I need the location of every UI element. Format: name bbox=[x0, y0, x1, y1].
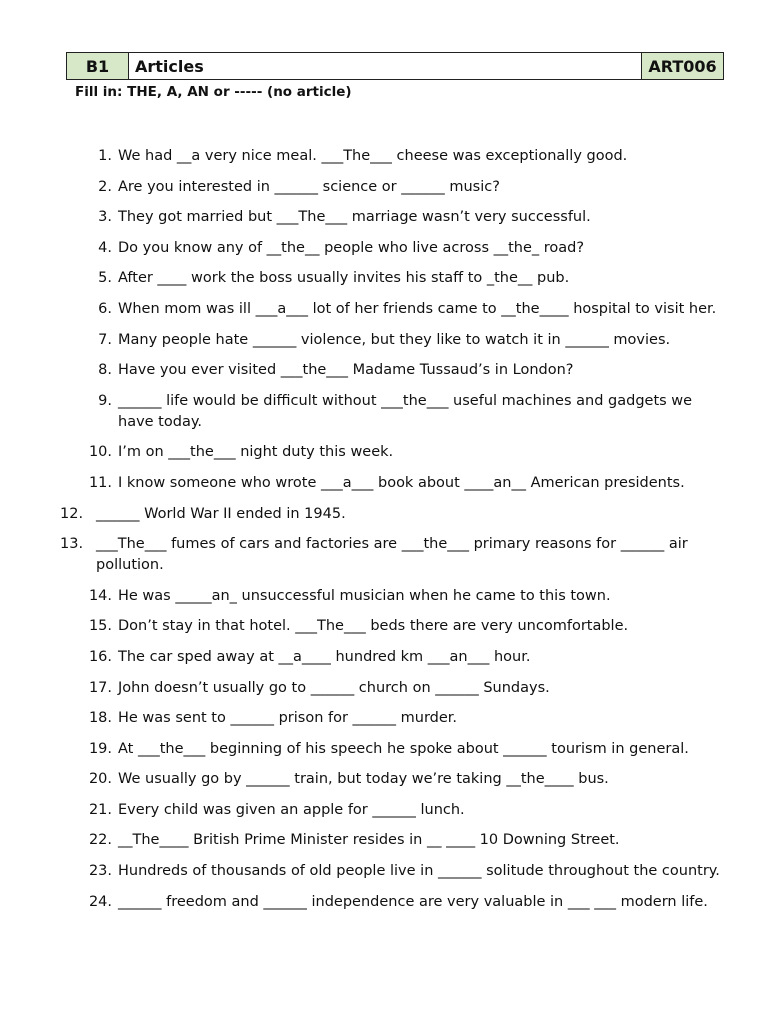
question-item bbox=[0, 177, 768, 198]
question-text: I’m on ___the___ night duty this week. bbox=[118, 444, 394, 461]
question-text: We had __a very nice meal. ___The___ cheese was exceptionally good. bbox=[118, 148, 628, 164]
instruction-text: Fill in: THE, A, AN or ----- (no article) bbox=[75, 84, 352, 100]
question-item bbox=[0, 708, 768, 729]
question-text: ______ freedom and ______ independence are very valuable in ___ ___ modern life. bbox=[118, 893, 708, 910]
question-item bbox=[0, 534, 768, 576]
question-text: Are you interested in ______ science or ______ music? bbox=[118, 178, 500, 195]
question-item bbox=[0, 504, 768, 525]
question-text: John doesn’t usually go to ______ church on ______ Sundays. bbox=[118, 679, 550, 696]
level-badge: B1 bbox=[67, 53, 129, 79]
question-text: At ___the___ beginning of his speech he spoke about ______ tourism in general. bbox=[118, 740, 689, 757]
question-item bbox=[0, 268, 768, 289]
question-text: Hundreds of thousands of old people live in ______ solitude throughout the country. bbox=[118, 863, 720, 880]
question-number: 19. bbox=[88, 740, 112, 757]
question-item bbox=[0, 586, 768, 607]
question-number: 10. bbox=[88, 444, 112, 461]
question-number: 1. bbox=[98, 148, 112, 164]
question-number: 6. bbox=[98, 300, 112, 317]
question-text: The car sped away at __a____ hundred km ___an___ hour. bbox=[118, 648, 531, 665]
question-item bbox=[0, 238, 768, 259]
question-item bbox=[0, 616, 768, 637]
question-text: We usually go by ______ train, but today we’re taking __the____ bus. bbox=[118, 771, 609, 788]
worksheet-title: Articles bbox=[135, 56, 204, 76]
question-text: Every child was given an apple for ______ lunch. bbox=[118, 801, 465, 818]
question-number: 3. bbox=[98, 209, 112, 226]
question-text: He was sent to ______ prison for ______ murder. bbox=[118, 710, 458, 727]
question-text: They got married but ___The___ marriage wasn’t very successful. bbox=[118, 209, 591, 226]
question-item bbox=[0, 442, 768, 463]
question-item bbox=[0, 473, 768, 494]
question-number: 20. bbox=[88, 771, 112, 788]
question-number: 8. bbox=[98, 362, 112, 379]
question-text: __The____ British Prime Minister resides in __ ____ 10 Downing Street. bbox=[118, 832, 620, 849]
question-number: 5. bbox=[98, 270, 112, 287]
question-item bbox=[0, 146, 768, 167]
question-item bbox=[0, 207, 768, 228]
question-text: ___The___ fumes of cars and factories are ___the___ primary reasons for ______ air pollution. bbox=[96, 536, 688, 574]
question-number: 14. bbox=[88, 587, 112, 604]
question-text: Do you know any of __the__ people who live across __the_ road? bbox=[118, 239, 585, 256]
question-item bbox=[0, 861, 768, 882]
question-number: 21. bbox=[88, 801, 112, 818]
question-item bbox=[0, 739, 768, 760]
worksheet-header bbox=[66, 52, 724, 80]
question-number: 17. bbox=[88, 679, 112, 696]
question-number: 18. bbox=[88, 710, 112, 727]
question-text: He was _____an_ unsuccessful musician when he came to this town. bbox=[118, 587, 611, 604]
question-text: After ____ work the boss usually invites his staff to _the__ pub. bbox=[118, 270, 570, 287]
question-item bbox=[0, 647, 768, 668]
question-text: Many people hate ______ violence, but they like to watch it in ______ movies. bbox=[118, 331, 671, 348]
question-text: When mom was ill ___a___ lot of her friends came to __the____ hospital to visit her. bbox=[118, 300, 717, 317]
question-item bbox=[0, 678, 768, 699]
question-text: ______ World War II ended in 1945. bbox=[96, 505, 346, 522]
question-item bbox=[0, 299, 768, 320]
question-number: 4. bbox=[98, 239, 112, 256]
question-number: 23. bbox=[88, 863, 112, 880]
question-text: Have you ever visited ___the___ Madame Tussaud’s in London? bbox=[118, 362, 574, 379]
question-text: Don’t stay in that hotel. ___The___ beds there are very uncomfortable. bbox=[118, 618, 629, 635]
question-item bbox=[0, 769, 768, 790]
question-item bbox=[0, 391, 768, 433]
question-number: 22. bbox=[88, 832, 112, 849]
question-item bbox=[0, 330, 768, 351]
question-number: 24. bbox=[88, 893, 112, 910]
question-number: 12. bbox=[60, 505, 84, 522]
question-list bbox=[0, 146, 768, 922]
question-item bbox=[0, 800, 768, 821]
question-number: 2. bbox=[98, 178, 112, 195]
worksheet-code: ART006 bbox=[641, 53, 723, 79]
question-number: 9. bbox=[98, 392, 112, 409]
question-item bbox=[0, 830, 768, 851]
question-number: 13. bbox=[60, 536, 84, 553]
question-number: 7. bbox=[98, 331, 112, 348]
question-number: 11. bbox=[88, 474, 112, 491]
question-text: I know someone who wrote ___a___ book about ____an__ American presidents. bbox=[118, 474, 685, 491]
question-number: 16. bbox=[88, 648, 112, 665]
question-item bbox=[0, 360, 768, 381]
question-text: ______ life would be difficult without ___the___ useful machines and gadgets we have today. bbox=[118, 392, 693, 430]
question-item bbox=[0, 892, 768, 913]
question-number: 15. bbox=[88, 618, 112, 635]
